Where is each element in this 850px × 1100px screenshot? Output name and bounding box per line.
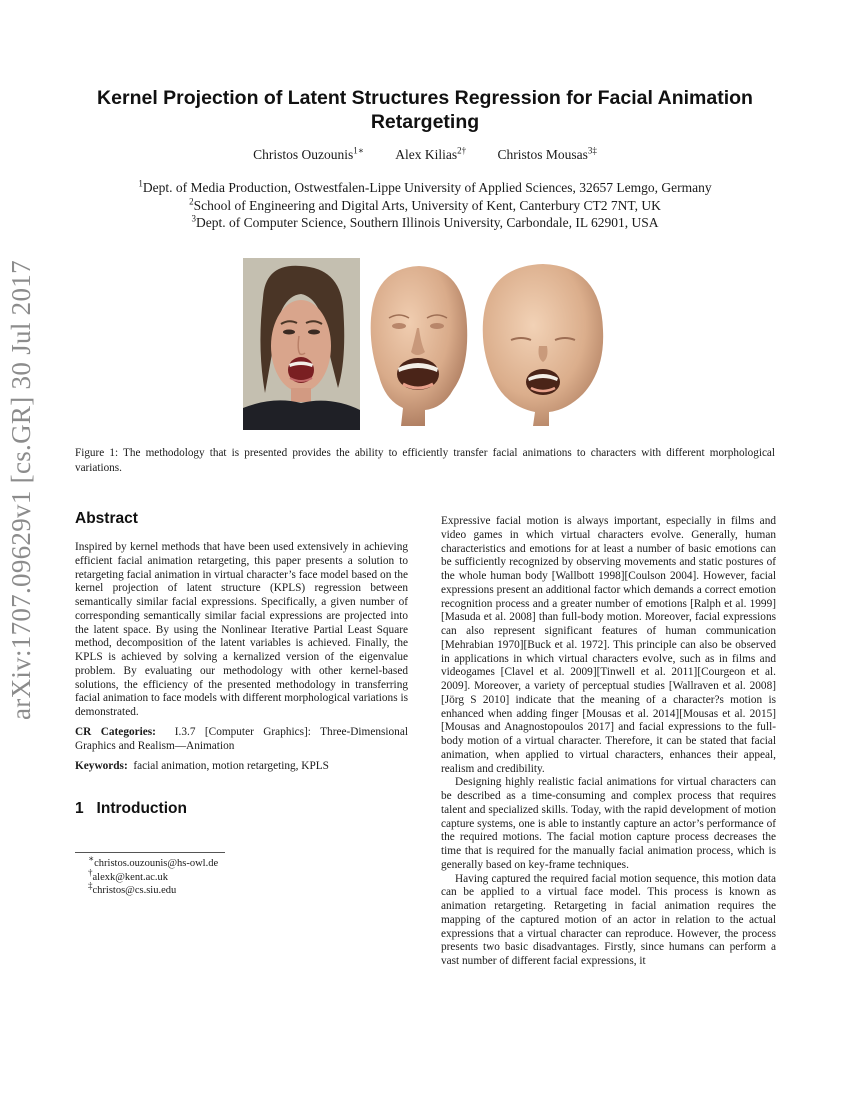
- author-list: [60, 146, 790, 164]
- footnote-3: ‡christos@cs.siu.edu: [88, 880, 177, 896]
- figure-caption: Figure 1: The methodology that is presented provides the ability to efficiently transfer facial animations to characters with different morphological variations.: [75, 447, 775, 474]
- affiliations: [60, 179, 790, 232]
- intro-paragraph-1: Expressive facial motion is always important, especially in films and video games in which virtual characters evolve. Generally, human characteristics and emotions for at least a number of basic emotions can be sufficiently recognized by observing movements and static postures of the whole human body [Wallbott 1998][Coulson 2004]. However, facial expressions present an additional factor which demands a correct emotion recognition process and a greater number of emotions [Ralph et al. 1999][Masuda et al. 2008] than full-body motion. Moreover, facial expressions can also represent significant features of human communication [Mehrabian 1970][Buck et al. 1972]. This principle can also be observed in applications in which virtual characters evolve, such as in films and videogames [Clavel et al. 2009][Tinwell et al. 2011][Courgeon et al. 2009]. Moreover, a variety of perceptual studies [Wallraven et al. 2008][Jörg S 2010] indicate that the meaning of a character?s motion is enhanced when adding finger [Mousas et al. 2014][Mousas et al. 2015][Mousas and Anagnostopoulos 2017] and facial expressions to the full-body motion of a virtual character. Therefore, it can be stated that facial animation, when applied to virtual characters, enhances their appeal, realism and credibility.: [441, 515, 776, 775]
- paper-title: Kernel Projection of Latent Structures Regression for Facial Animation Retargeting: [97, 87, 753, 133]
- keywords: Keywords: facial animation, motion retargeting, KPLS: [75, 760, 329, 773]
- abstract-heading: Abstract: [75, 510, 138, 527]
- character-head-adult: [365, 258, 473, 435]
- arxiv-stamp: arXiv:1707.09629v1 [cs.GR] 30 Jul 2017: [6, 260, 36, 720]
- abstract-text: Inspired by kernel methods that have been used extensively in achieving efficient facial animation retargeting, this paper presents a solution to retargeting facial animation in virtual character’s face model based on the kernel projection of latent structure (KPLS) regression between semantically similar facial expressions. Specifically, a given number of corresponding semantically similar facial expressions are projected into the latent space. By using the Nonlinear Iterative Partial Least Square method, decomposition of the latent variables is achieved. Finally, the KPLS is achieved by solving a kernalized version of the eigenvalue problem. By evaluating our methodology with other kernel-based solutions, the efficiency of the presented methodology in transferring facial animation to face models with different morphological variations is demonstrated.: [75, 541, 408, 718]
- footnote-rule: [75, 852, 225, 853]
- actor-photo: [243, 258, 360, 430]
- author-2: Alex Kilias$^{2\dagger}$: [395, 145, 467, 162]
- left-column: [75, 510, 408, 818]
- right-column: [441, 515, 776, 969]
- intro-paragraph-2: Designing highly realistic facial animations for virtual characters can be described as a time-consuming and complex process that requires talent and specialized skills. Today, with the rapid development of motion capture systems, one is able to instantly capture an actor’s performance of the required motions. The facial motion capture process decreases the time that is required for the manually facial animation process, which is generally based on key-frame techniques.: [441, 776, 776, 871]
- author-3: Christos Mousas$^{3\ddagger}$: [497, 145, 597, 162]
- footnotes: [75, 852, 295, 898]
- intro-paragraph-3: Having captured the required facial motion sequence, this motion data can be applied to a virtual face model. This process is known as animation retargeting. Retargeting in facial animation requires the mapping of the captured motion of an actor in relation to the actual expressions that a virtual character can reproduce. However, the process presents two basic disadvantages. Firstly, since humans can perform a vast number of different facial expressions, it: [441, 872, 776, 967]
- author-1: Christos Ouzounis$^{1∗}$: [253, 145, 364, 162]
- affiliation-3: $^3$Dept. of Computer Science, Southern Illinois University, Carbondale, IL 62901, USA: [191, 213, 659, 230]
- cr-categories: CR Categories: I.3.7 [Computer Graphics]: Three-Dimensional Graphics and Realism—Animation: [75, 725, 408, 752]
- character-head-child: [479, 258, 607, 435]
- footnote-2: †alexk@kent.ac.uk: [88, 867, 169, 883]
- affiliation-2: $^2$School of Engineering and Digital Arts, University of Kent, Canterbury CT2 7NT, UK: [189, 196, 661, 213]
- affiliation-1: $^1$Dept. of Media Production, Ostwestfalen-Lippe University of Applied Sciences, 32657 Lemgo, Germany: [138, 178, 712, 195]
- introduction-heading: 1 Introduction: [75, 800, 187, 817]
- footnote-1: ∗christos.ouzounis@hs-owl.de: [88, 853, 219, 869]
- figure-1: [243, 258, 608, 430]
